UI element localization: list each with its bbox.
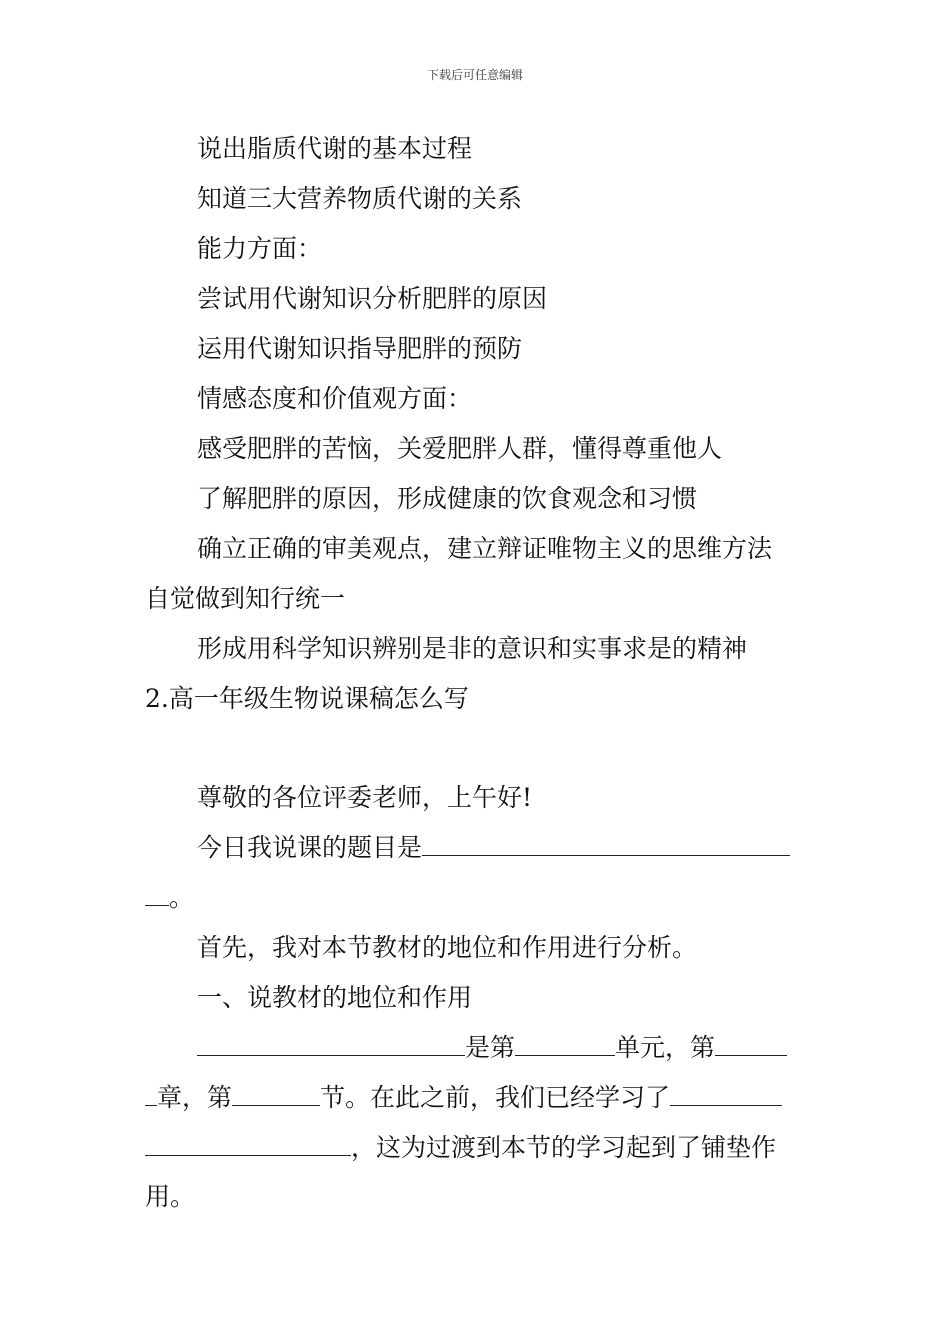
header-note: 下载后可任意编辑 xyxy=(426,68,523,82)
text-line: 说出脂质代谢的基本过程 xyxy=(197,134,473,163)
text-line xyxy=(145,1082,810,1114)
fill-blank xyxy=(145,1133,351,1156)
text-fragment: 章，第 xyxy=(157,1083,233,1112)
text-line: 一、说教材的地位和作用 xyxy=(197,983,473,1012)
fill-blank xyxy=(515,1033,615,1056)
text-fragment: 是第 xyxy=(465,1033,516,1062)
text-line: 用。 xyxy=(145,1182,196,1211)
fill-blank xyxy=(232,1083,320,1106)
text-line: 自觉做到知行统一 xyxy=(145,584,346,613)
text-line xyxy=(145,832,810,864)
text-fragment: 节。在此之前，我们已经学习了 xyxy=(320,1083,671,1112)
text-fragment: ，这为过渡到本节的学习起到了铺垫作 xyxy=(351,1133,777,1162)
text-line: 尝试用代谢知识分析肥胖的原因 xyxy=(197,284,548,313)
text-line: 感受肥胖的苦恼，关爱肥胖人群，懂得尊重他人 xyxy=(197,434,723,463)
section-heading: 2.高一年级生物说课稿怎么写 xyxy=(145,684,469,713)
text-line: 了解肥胖的原因，形成健康的饮食观念和习惯 xyxy=(197,484,698,513)
text-line: 形成用科学知识辨别是非的意识和实事求是的精神 xyxy=(197,634,748,663)
text-fragment: 今日我说课的题目是 xyxy=(197,833,423,862)
fill-blank xyxy=(145,1083,157,1106)
text-line xyxy=(145,882,810,914)
text-line: 运用代谢知识指导肥胖的预防 xyxy=(197,334,523,363)
text-fragment: 单元，第 xyxy=(615,1033,716,1062)
fill-blank xyxy=(197,1033,465,1056)
fill-blank xyxy=(715,1033,787,1056)
text-line xyxy=(145,1032,810,1064)
text-line: 情感态度和价值观方面： xyxy=(197,384,473,413)
fill-blank xyxy=(670,1083,782,1106)
text-line: 能力方面： xyxy=(197,234,323,263)
text-line: 尊敬的各位评委老师，上午好! xyxy=(197,783,533,812)
text-fragment: 。 xyxy=(169,883,195,912)
text-line: 首先，我对本节教材的地位和作用进行分析。 xyxy=(197,933,698,962)
text-line: 确立正确的审美观点，建立辩证唯物主义的思维方法 xyxy=(197,534,773,563)
fill-blank xyxy=(422,833,790,856)
text-line: 知道三大营养物质代谢的关系 xyxy=(197,184,523,213)
fill-blank xyxy=(145,883,169,906)
text-line xyxy=(145,1132,810,1164)
